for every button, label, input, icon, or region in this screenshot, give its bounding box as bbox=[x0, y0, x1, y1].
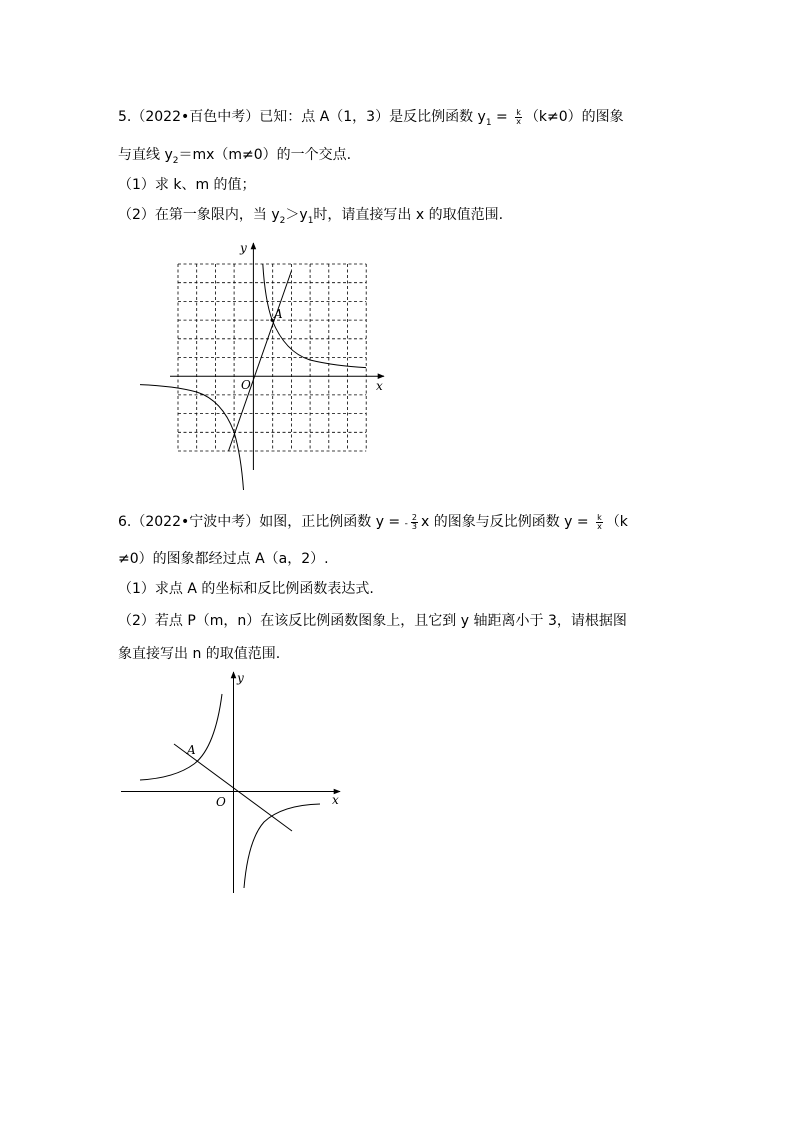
q5-part-2-prefix: （2）在第一象限内，当 y bbox=[118, 207, 280, 223]
q6-frac1-numerator: 2 bbox=[411, 512, 417, 522]
q6-label-a: A bbox=[187, 743, 196, 757]
q6-frac1-denominator: 3 bbox=[411, 521, 417, 531]
q5-part-2-suffix: 时，请直接写出 x 的取值范围. bbox=[313, 207, 504, 223]
q5-y2-subscript: 2 bbox=[172, 155, 179, 166]
q5-line-2-prefix: 与直线 y bbox=[118, 147, 173, 163]
q5-label-y: y bbox=[240, 241, 247, 255]
q6-line-1-prefix: 6.（2022•宁波中考）如图，正比例函数 y = bbox=[118, 514, 405, 530]
q5-y1-subscript: 1 bbox=[485, 117, 492, 128]
q5-line-2-suffix: ＝mx（m≠0）的一个交点. bbox=[178, 147, 352, 163]
q5-line-1-prefix: 5.（2022•百色中考）已知：点 A（1，3）是反比例函数 y bbox=[118, 109, 486, 125]
q6-frac2-numerator: k bbox=[597, 512, 602, 522]
q6-hyperbola-branch-4 bbox=[244, 804, 320, 888]
q5-hyperbola-branch-3 bbox=[140, 385, 244, 490]
q6-line-1-suffix: （k bbox=[605, 514, 628, 530]
q5-part-1: （1）求 k、m 的值； bbox=[118, 177, 256, 193]
q5-frac-numerator: k bbox=[516, 107, 521, 117]
q5-label-a: A bbox=[274, 307, 283, 321]
q5-label-o: O bbox=[241, 378, 251, 392]
q5-part-2-mid: ＞y bbox=[285, 207, 308, 223]
q6-label-y: y bbox=[237, 671, 244, 685]
q5-part-2-sub-a: 2 bbox=[279, 215, 286, 226]
q5-label-x: x bbox=[376, 379, 383, 393]
q6-label-x: x bbox=[332, 793, 339, 807]
q6-line-1-mid: x 的图象与反比例函数 y = bbox=[420, 514, 594, 530]
q6-figure bbox=[121, 671, 340, 893]
q5-frac-denominator: x bbox=[516, 116, 521, 126]
q5-dashed-grid bbox=[178, 264, 366, 451]
q6-label-o: O bbox=[216, 795, 226, 809]
q5-equals: = bbox=[491, 109, 513, 125]
q6-line-2: ≠0）的图象都经过点 A（a，2）. bbox=[118, 551, 329, 567]
q6-part-2-line-2: 象直接写出 n 的取值范围. bbox=[118, 646, 281, 662]
q5-line-y2 bbox=[229, 271, 292, 451]
q6-part-2-line-1: （2）若点 P（m，n）在该反比例函数图象上，且它到 y 轴距离小于 3，请根据图 bbox=[118, 613, 627, 629]
q5-figure bbox=[140, 241, 384, 490]
q5-part-2-sub-b: 1 bbox=[307, 215, 314, 226]
q6-frac2-denominator: x bbox=[597, 521, 602, 531]
q5-line-1-suffix: （k≠0）的图象 bbox=[524, 109, 624, 125]
q6-negative-sign: - bbox=[404, 519, 408, 529]
q6-part-1: （1）求点 A 的坐标和反比例函数表达式. bbox=[118, 581, 374, 597]
q6-hyperbola-branch-2 bbox=[140, 694, 222, 780]
